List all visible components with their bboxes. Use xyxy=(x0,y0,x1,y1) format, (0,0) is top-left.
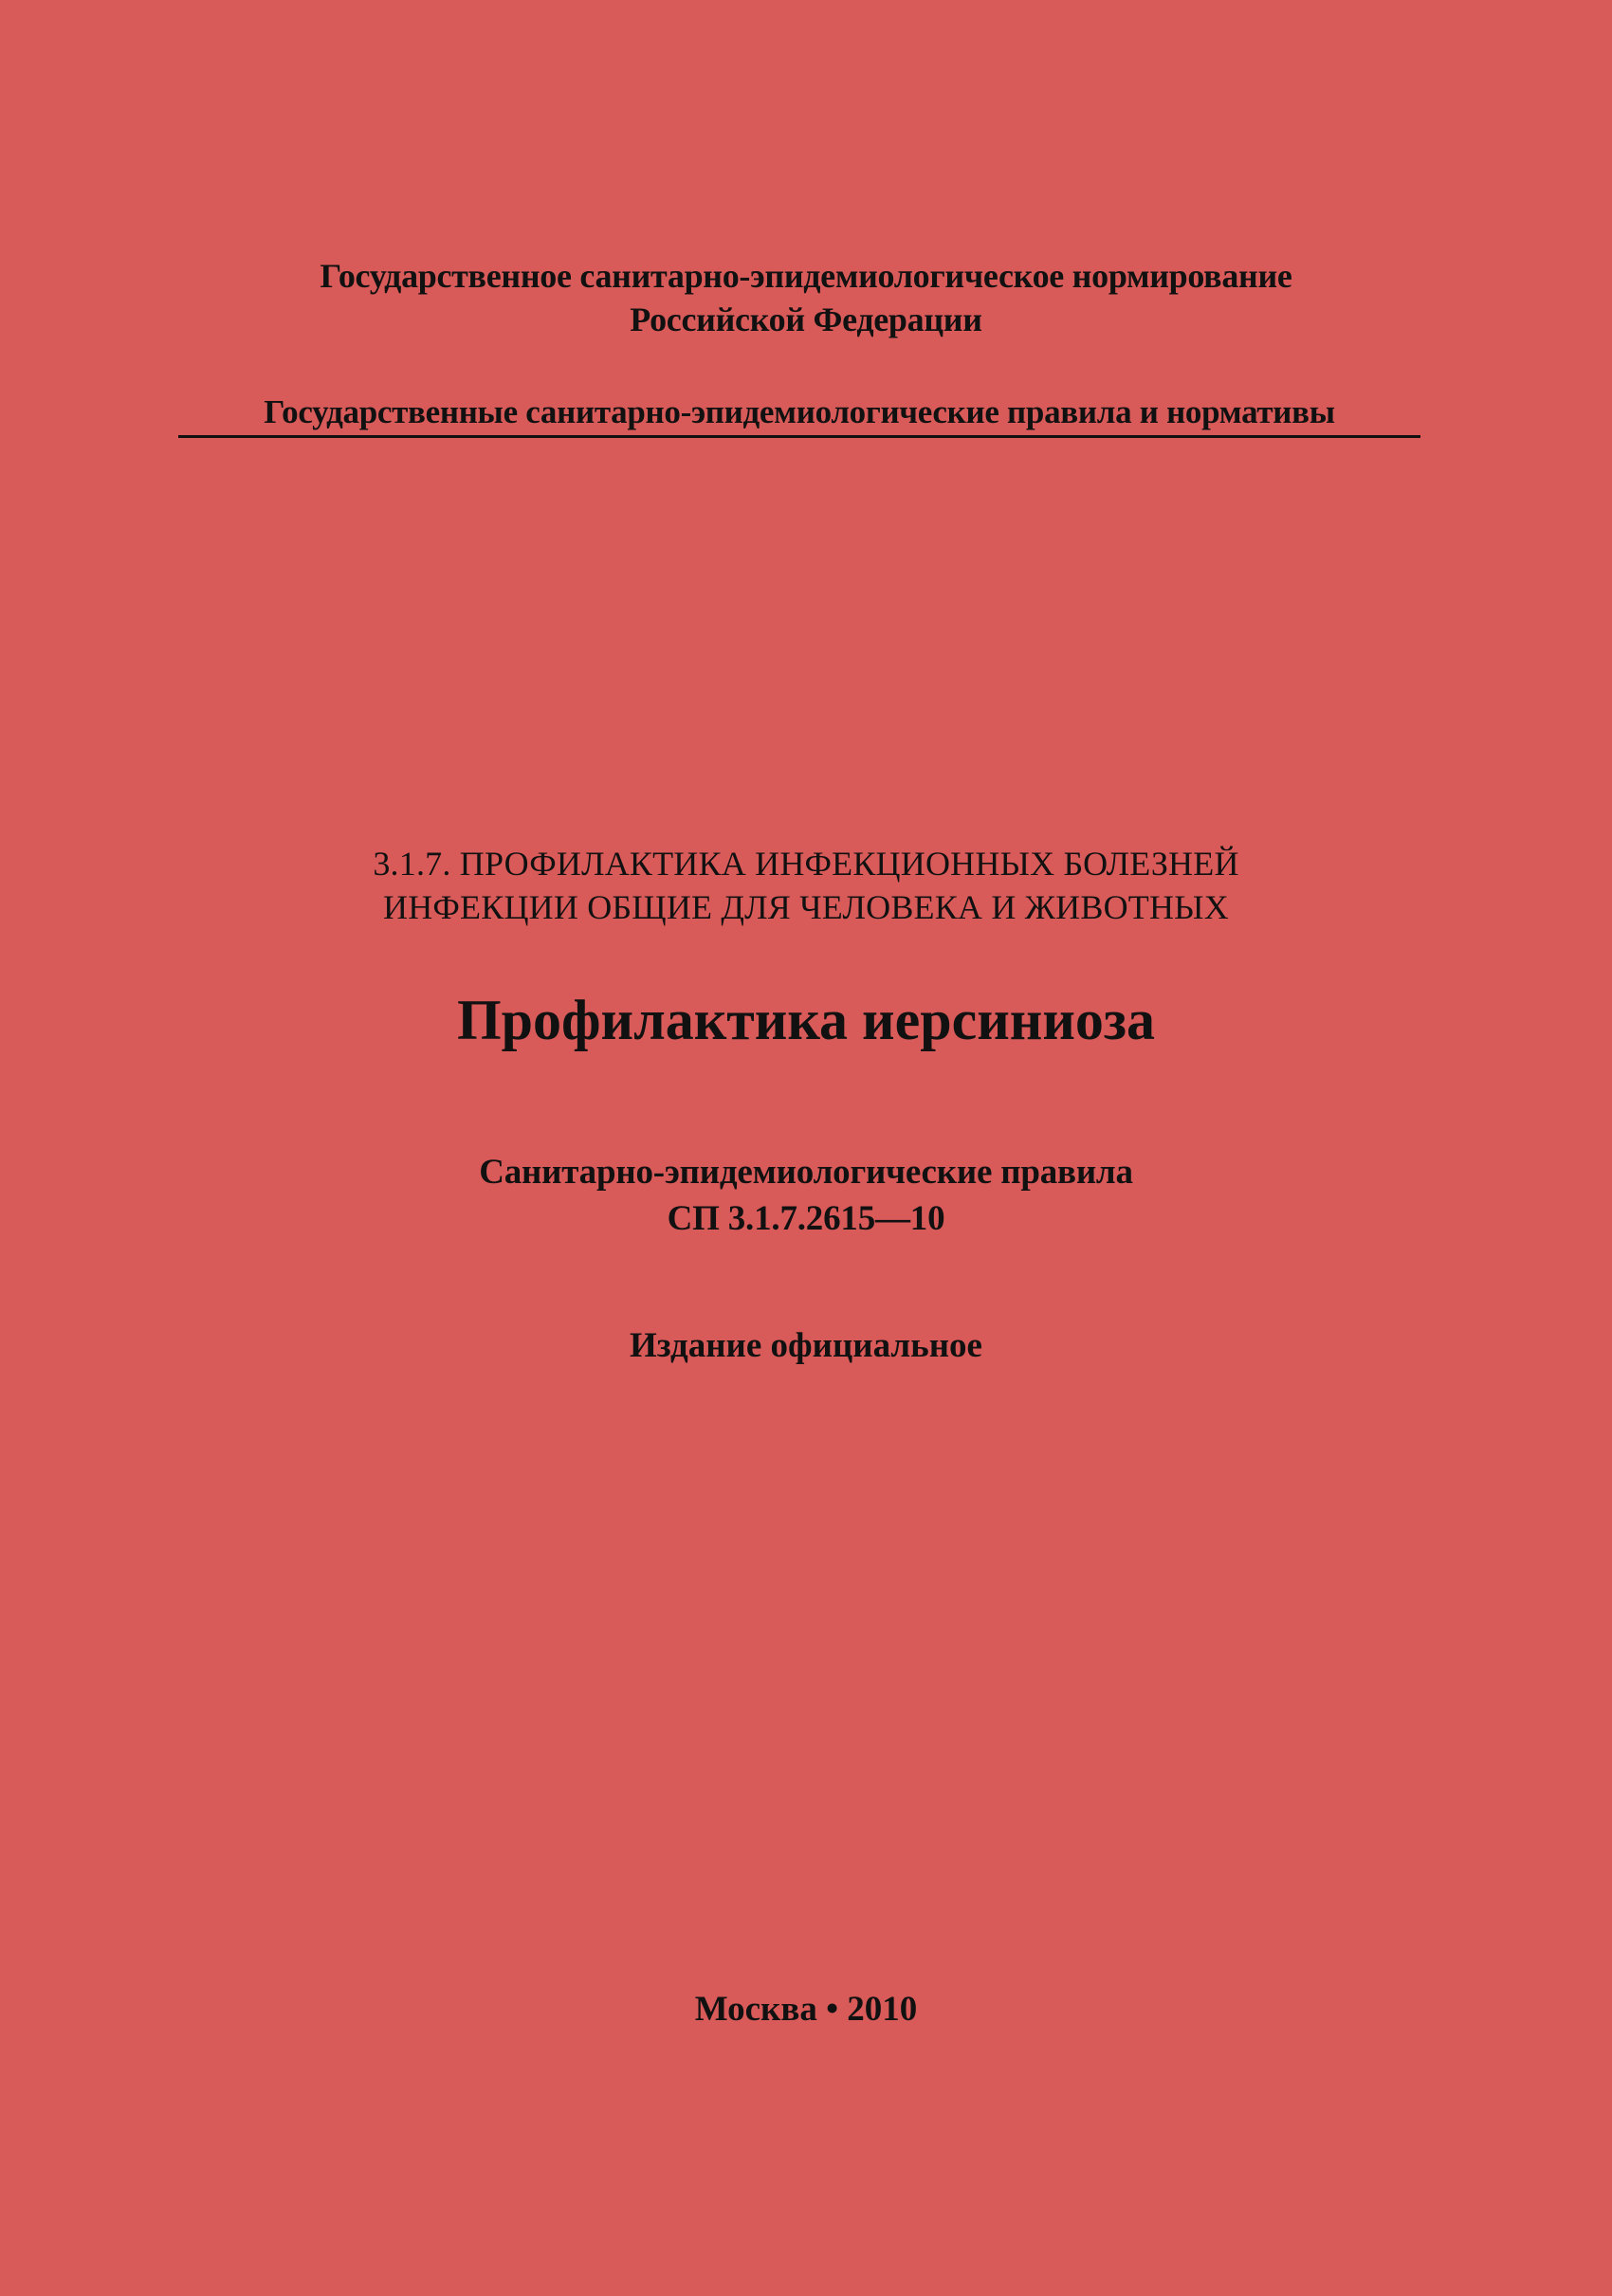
section-line-1: 3.1.7. ПРОФИЛАКТИКА ИНФЕКЦИОННЫХ БОЛЕЗНЕЙ xyxy=(373,845,1239,883)
edition-label: Издание официальное xyxy=(630,1326,982,1365)
rules-code: СП 3.1.7.2615—10 xyxy=(667,1199,945,1238)
document-title: Профилактика иерсиниоза xyxy=(456,989,1156,1051)
footer-place-year: Москва • 2010 xyxy=(694,1990,918,2029)
header-line-1: Государственное санитарно-эпидемиологическое нормирование xyxy=(320,257,1292,295)
rules-heading xyxy=(178,392,1420,433)
rules-heading-underline xyxy=(178,435,1420,438)
rules-heading-text: Государственные санитарно-эпидемиологические правила и нормативы xyxy=(264,393,1335,430)
header-block xyxy=(0,254,1612,341)
header-line-2: Российской Федерации xyxy=(630,301,982,338)
rules-block xyxy=(0,1149,1612,1242)
section-line-2: ИНФЕКЦИИ ОБЩИЕ ДЛЯ ЧЕЛОВЕКА И ЖИВОТНЫХ xyxy=(383,888,1229,926)
rules-type: Санитарно-эпидемиологические правила xyxy=(479,1153,1133,1192)
section-block xyxy=(0,842,1612,929)
